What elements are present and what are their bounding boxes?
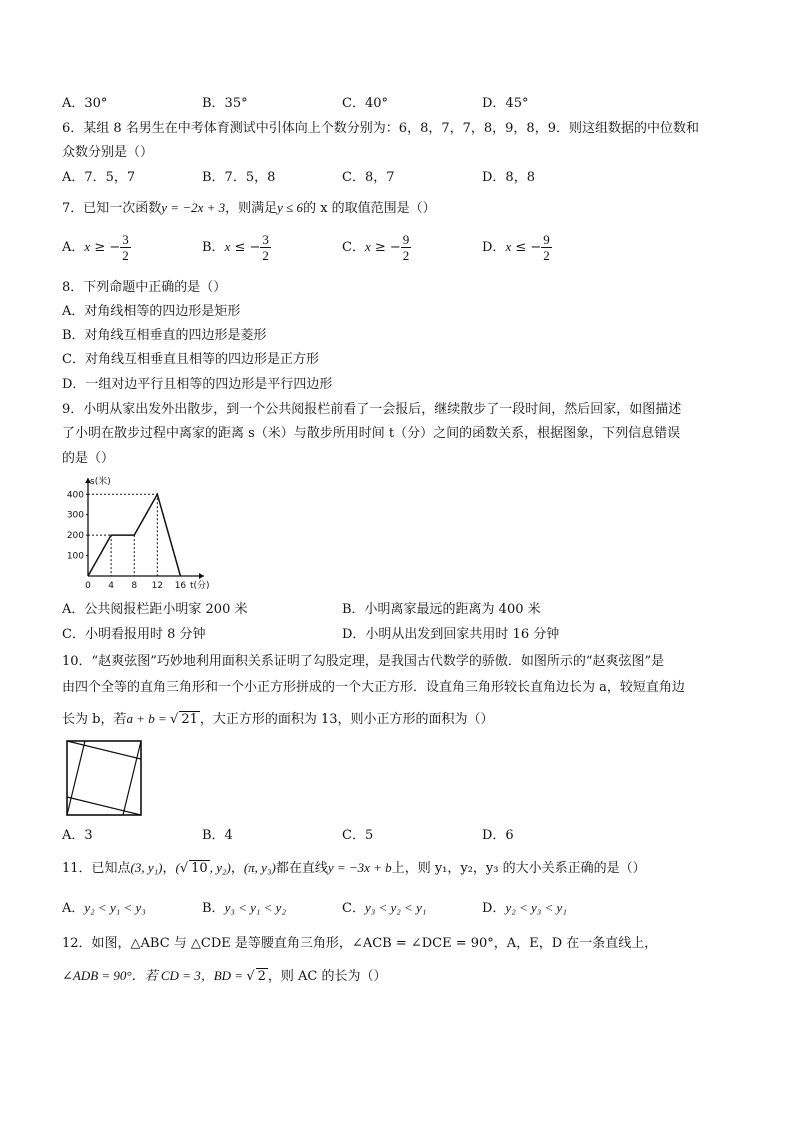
q6-stem-line2: 众数分别是（） — [62, 145, 154, 160]
q7-stem — [62, 197, 436, 216]
q11-option-d-letter: D． — [482, 901, 506, 916]
q10-option-c: C．5 — [342, 828, 374, 843]
zhao-shuang-diagram — [66, 740, 142, 816]
q7-stem-prefix: 7．已知一次函数 — [62, 201, 162, 216]
q7-option-c-rel: ≥ − — [374, 240, 401, 255]
q7-option-a-fraction — [120, 232, 131, 263]
q9-stem-line3: 的是（） — [62, 451, 115, 466]
q7-option-c-num: 9 — [402, 232, 410, 247]
q8-option-b: B．对角线互相垂直的四边形是菱形 — [62, 328, 267, 343]
q10-option-b: B．4 — [202, 828, 233, 843]
q11-point-1: (3, y₁) — [130, 860, 163, 875]
q7-option-d-num: 9 — [543, 232, 550, 247]
q11-stem-mid: 都在直线 — [275, 861, 328, 876]
q12-l2-suffix: ，则 AC 的长为（） — [267, 969, 387, 984]
q12-radicand: 2 — [257, 969, 266, 984]
q10-stem-line2: 由四个全等的直角三角形和一个小正方形拼成的一个大正方形．设直角三角形较长直角边长为 a，较短直角边 — [62, 680, 685, 695]
q9-stem-line1: 9．小明从家出发外出散步，到一个公共阅报栏前看了一会报后，继续散步了一段时间，然后回家，如图描述 — [62, 402, 682, 417]
q11-option-a-letter: A． — [62, 901, 85, 916]
q11-radical-sign: √ — [179, 861, 189, 876]
q6-option-c: C．8，7 — [342, 170, 395, 185]
triangle-hyp-top — [67, 741, 141, 759]
q7-option-d-letter: D． — [482, 240, 506, 255]
q7-option-d-var: x — [505, 239, 512, 254]
q5-option-a: A．30° — [62, 96, 108, 111]
q7-option-c-den: 2 — [402, 248, 410, 263]
q9-distance-time-chart — [62, 472, 212, 594]
q11-option-b-letter: B． — [202, 901, 225, 916]
q5-option-b: B．35° — [202, 96, 248, 111]
q9-option-d: D．小明从出发到回家共用时 16 分钟 — [342, 627, 560, 642]
q7-stem-mid: ，则满足 — [225, 201, 278, 216]
q11-stem: 11．已知点(3, y₁)，(√ 10 , y₂)，(π, y₃)都在直线y = −3x + b上，则 y₁，y₂，y₃ 的大小关系正确的是（） — [62, 860, 646, 876]
q7-option-d-rel: ≤ − — [515, 240, 542, 255]
q11-point-2-open: ( — [175, 860, 180, 875]
big-square — [67, 741, 141, 815]
q11-option-a-expr: y₂ < y₁ < y₃ — [84, 900, 146, 915]
q10-sum-expr: a + b = — [126, 711, 171, 726]
q7-option-c-letter: C． — [342, 240, 365, 255]
q12-stem-line1: 12．如图，△ABC 与 △CDE 是等腰直角三角形，∠ACB = ∠DCE = 90°，A，E，D 在一条直线上， — [62, 936, 658, 951]
q7-option-b-fraction — [260, 232, 271, 263]
q7-option-d — [482, 232, 552, 263]
q11-option-b — [202, 897, 286, 916]
q5-option-c: C．40° — [342, 96, 388, 111]
q10-option-a: A．3 — [62, 828, 93, 843]
q11-option-c-letter: C． — [342, 901, 365, 916]
q10-radical-sign: √ — [170, 712, 179, 727]
x-tick-label: 8 — [131, 581, 138, 591]
q7-option-a-letter: A． — [62, 240, 85, 255]
x-axis-label: t(分) — [190, 581, 210, 591]
q8-stem: 8．下列命题中正确的是（） — [62, 280, 227, 295]
q12-l2-prefix: ∠ADB = 90°．若 CD = 3，BD = — [62, 968, 247, 983]
q11-option-d-expr: y₂ < y₃ < y₁ — [505, 900, 567, 915]
q11-point-2-close: , y₂) — [209, 860, 231, 875]
triangle-hyp-left — [67, 741, 85, 815]
triangle-hyp-bottom — [67, 797, 141, 815]
q7-option-c-var: x — [364, 239, 371, 254]
q9-option-a: A．公共阅报栏距小明家 200 米 — [62, 602, 248, 617]
y-tick-label: 200 — [66, 531, 84, 542]
q7-stem-suffix: 的 x 的取值范围是（） — [303, 201, 436, 216]
q10-stem-line1: 10．“赵爽弦图”巧妙地利用面积关系证明了勾股定理，是我国古代数学的骄傲．如图所示的“赵爽弦图”是 — [62, 654, 665, 669]
q12-stem-line2 — [62, 965, 387, 984]
q5-option-d: D．45° — [482, 96, 529, 111]
q11-radicand: 10 — [191, 861, 208, 876]
q9-option-c: C．小明看报用时 8 分钟 — [62, 627, 206, 642]
q8-option-d: D．一组对边平行且相等的四边形是平行四边形 — [62, 377, 333, 392]
q9-option-b: B．小明离家最远的距离为 400 米 — [342, 602, 541, 617]
q7-option-a-den: 2 — [122, 248, 129, 263]
q8-option-a: A．对角线相等的四边形是矩形 — [62, 304, 241, 319]
q7-condition: y ≤ 6 — [277, 200, 304, 215]
triangle-hyp-right — [123, 741, 141, 815]
q9-stem-line2: 了小明在散步过程中离家的距离 s（米）与散步所用时间 t（分）之间的函数关系，根据图象，下列信息错误 — [62, 426, 681, 441]
x-tick-label: 4 — [108, 581, 114, 591]
q11-option-d — [482, 897, 567, 916]
q7-option-a-num: 3 — [122, 232, 129, 247]
x-tick-label: 0 — [85, 581, 91, 591]
q11-line-expr: y = −3x + b — [327, 860, 392, 875]
q7-option-a-rel: ≥ − — [94, 240, 121, 255]
q11-option-c-expr: y₃ < y₂ < y₁ — [364, 900, 427, 915]
q7-option-b-num: 3 — [262, 232, 269, 247]
q7-option-c-fraction — [401, 232, 412, 263]
q11-stem-prefix: 11．已知点 — [62, 861, 131, 876]
q7-option-c — [342, 232, 411, 263]
q6-option-b: B．7．5，8 — [202, 170, 276, 185]
q11-stem-suffix: 上，则 y₁，y₂，y₃ 的大小关系正确的是（） — [391, 861, 646, 876]
x-axis-arrow — [199, 573, 204, 579]
q10-stem-l3-suffix: ，大正方形的面积为 13，则小正方形的面积为（） — [199, 712, 494, 727]
q11-option-c — [342, 897, 426, 916]
q7-option-a — [62, 232, 131, 263]
y-axis-label: s(米) — [90, 477, 111, 487]
q7-function: y = −2x + 3 — [161, 200, 226, 215]
q8-option-c: C．对角线互相垂直且相等的四边形是正方形 — [62, 352, 319, 367]
q11-option-a — [62, 897, 146, 916]
q7-option-d-fraction — [541, 232, 552, 263]
q7-option-a-var: x — [84, 239, 91, 254]
q10-radicand: 21 — [181, 712, 198, 727]
q7-option-b-rel: ≤ − — [234, 240, 261, 255]
q7-option-d-den: 2 — [543, 248, 550, 263]
q11-option-b-expr: y₃ < y₁ < y₂ — [224, 900, 286, 915]
y-tick-label: 400 — [66, 490, 84, 501]
q7-option-b — [202, 232, 271, 263]
x-tick-label: 16 — [174, 581, 187, 591]
q12-radical-sign: √ — [246, 969, 255, 984]
x-tick-label: 12 — [151, 581, 164, 591]
q11-point-3: (π, y₃) — [243, 860, 276, 875]
q10-option-d: D．6 — [482, 828, 514, 843]
y-tick-label: 100 — [66, 551, 84, 562]
q6-option-d: D．8，8 — [482, 170, 535, 185]
q7-option-b-letter: B． — [202, 240, 225, 255]
q6-option-a: A．7．5，7 — [62, 170, 136, 185]
y-tick-label: 300 — [66, 510, 84, 521]
q6-stem-line1: 6．某组 8 名男生在中考体育测试中引体向上个数分别为：6，8，7，7，8，9，8，9．则这组数据的中位数和 — [62, 121, 699, 136]
q10-stem-line3 — [62, 708, 494, 727]
q7-option-b-var: x — [224, 239, 231, 254]
q7-option-b-den: 2 — [262, 248, 269, 263]
q10-stem-l3-prefix: 长为 b，若 — [62, 712, 127, 727]
